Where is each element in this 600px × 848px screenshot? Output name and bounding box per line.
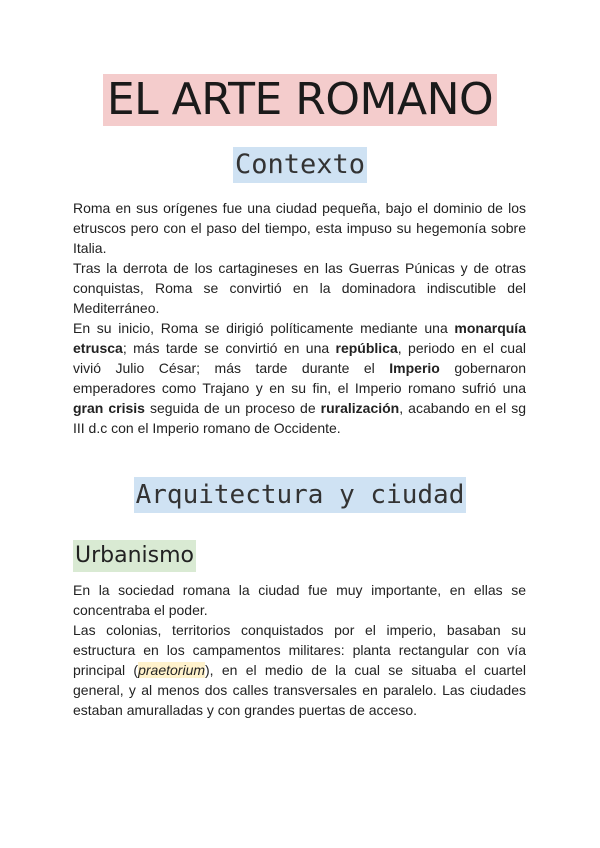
text-run: seguida de un proceso de	[144, 400, 321, 416]
subsection-heading-urbanismo: Urbanismo	[73, 540, 196, 572]
bold-term-imperio: Imperio	[389, 360, 440, 376]
bold-term-crisis: gran crisis	[73, 400, 145, 416]
bold-term-monarquia: monarquía etrusca	[73, 320, 526, 356]
urbanismo-paragraph-1: En la sociedad romana la ciudad fue muy importante, en ellas se concentraba el poder.	[73, 582, 526, 618]
contexto-paragraph-1: Roma en sus orígenes fue una ciudad pequeña, bajo el dominio de los etruscos pero con el paso del tiempo, esta impuso su hegemonía sobre Italia.	[73, 200, 526, 256]
text-run: , acabando en el sg III d.c con el Imperio romano de Occidente.	[73, 400, 526, 436]
title-container	[0, 74, 600, 126]
highlighted-term-praetorium: praetorium	[138, 662, 206, 678]
contexto-paragraph-2: Tras la derrota de los cartagineses en las Guerras Púnicas y de otras conquistas, Roma se convirtió en la dominadora indiscutible del Mediterráneo.	[73, 260, 526, 316]
contexto-body	[73, 198, 526, 438]
urbanismo-paragraph-2	[73, 620, 526, 720]
section-heading-contexto: Contexto	[233, 147, 367, 183]
text-run: En su inicio, Roma se dirigió políticamente mediante una	[73, 320, 455, 336]
text-run: , periodo en el cual vivió Julio César; más tarde durante el	[73, 340, 526, 376]
text-run: Las colonias, territorios conquistados por el imperio, basaban su estructura en los campamentos militares: planta rectangular con vía principal (	[73, 622, 526, 678]
text-run: ), en el medio de la cual se situaba el cuartel general, y al menos dos calles transversales en paralelo. Las ciudades estaban amuralladas y con grandes puertas de acceso.	[73, 662, 526, 718]
page-title: EL ARTE ROMANO	[103, 74, 497, 126]
section-heading-arquitectura: Arquitectura y ciudad	[134, 477, 467, 513]
bold-term-republica: república	[335, 340, 398, 356]
contexto-paragraph-3	[73, 318, 526, 438]
text-run: gobernaron emperadores como Trajano y en su fin, el Imperio romano sufrió una	[73, 360, 526, 396]
arquitectura-heading-container	[0, 477, 600, 513]
urbanismo-body	[73, 580, 526, 720]
bold-term-ruralizacion: ruralización	[320, 400, 400, 416]
contexto-heading-container	[0, 147, 600, 183]
text-run: ; más tarde se convirtió en una	[122, 340, 336, 356]
urbanismo-heading-container	[73, 540, 196, 572]
